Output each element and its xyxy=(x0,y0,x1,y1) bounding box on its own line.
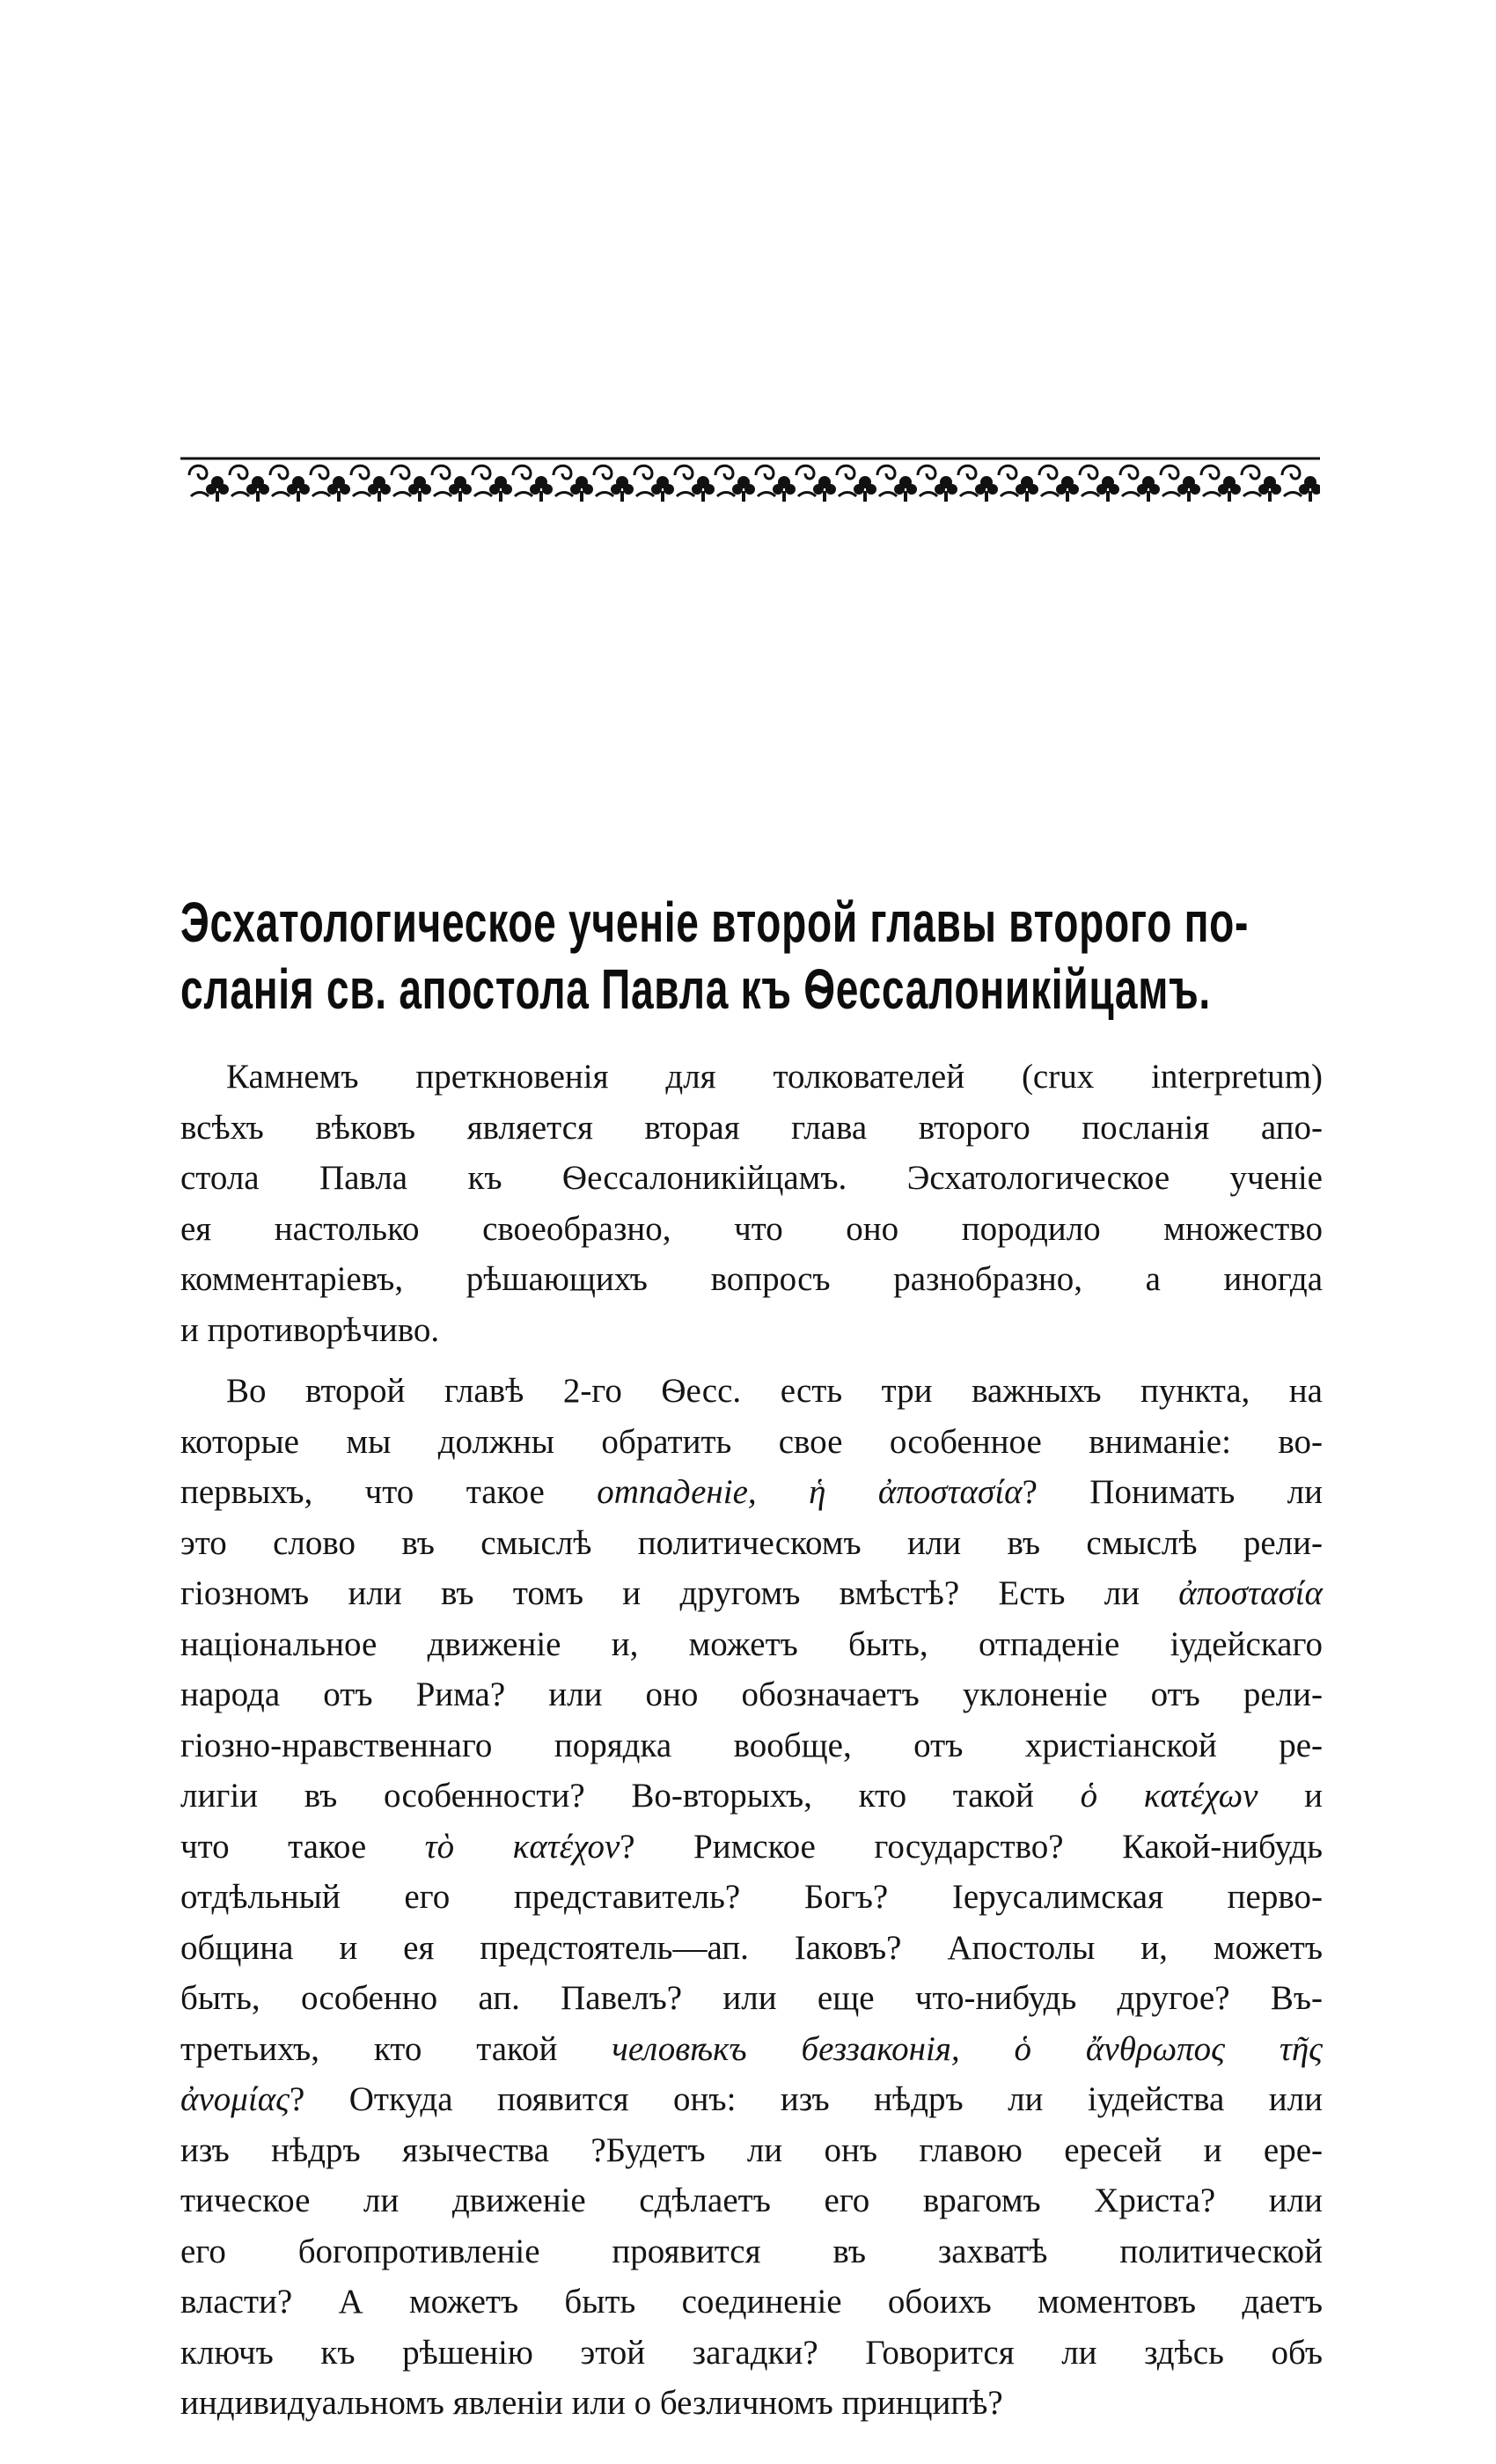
text-segment: комментаріевъ, рѣшающихъ вопросъ разнобразно, а иногда xyxy=(180,1260,1323,1298)
text-line xyxy=(180,1467,1323,1518)
text-line xyxy=(180,1366,1323,1417)
text-segment: и xyxy=(1258,1777,1323,1815)
ornament-motif xyxy=(837,466,876,502)
ornament-motif xyxy=(554,466,593,502)
text-segment: что такое xyxy=(180,1827,425,1866)
ornament-motif xyxy=(270,466,310,502)
text-segment: гіозномъ или въ томъ и другомъ вмѣстѣ? Есть ли xyxy=(180,1574,1179,1612)
text-segment: изъ нѣдръ язычества ?Будетъ ли онъ главою ересей и ере- xyxy=(180,2130,1323,2169)
text-segment: національное движеніе и, можетъ быть, отпаденіе іудейскаго xyxy=(180,1624,1323,1663)
ornament-motif xyxy=(999,466,1038,502)
ornament-motif xyxy=(1080,466,1119,502)
text-line xyxy=(180,2024,1323,2075)
ornament-motif xyxy=(1120,466,1160,502)
ornament-motif xyxy=(634,466,674,502)
text-line xyxy=(180,1518,1323,1569)
text-line xyxy=(180,1872,1323,1923)
text-segment: гіозно-нравственнаго порядка вообще, отъ христіанской ре- xyxy=(180,1726,1323,1764)
text-segment: лигіи въ особенности? Во-вторыхъ, кто такой xyxy=(180,1777,1081,1815)
text-line xyxy=(180,2378,1323,2429)
text-line xyxy=(180,1254,1323,1305)
text-segment: власти? А можетъ быть соединеніе обоихъ моментовъ даетъ xyxy=(180,2283,1323,2321)
text-segment: отдѣльный его представитель? Богъ? Іерусалимская перво- xyxy=(180,1878,1323,1916)
ornament-motif xyxy=(473,466,512,502)
ornament-motif xyxy=(1039,466,1079,502)
text-line xyxy=(180,2226,1323,2277)
text-segment: первыхъ, что такое xyxy=(180,1473,598,1511)
text-segment: ея настолько своеобразно, что оно породило множество xyxy=(180,1209,1323,1248)
ornament-motif xyxy=(230,466,269,502)
ornament-motif xyxy=(311,466,350,502)
ornament-motif xyxy=(877,466,917,502)
ornament-motif xyxy=(432,466,472,502)
text-line xyxy=(180,2328,1323,2379)
ornament-motif xyxy=(351,466,391,502)
ornament-motif xyxy=(189,466,229,502)
text-segment: индивидуальномъ явленіи или о безличномъ принципѣ? xyxy=(180,2384,1003,2422)
ornament-motif xyxy=(756,466,796,502)
text-segment: его богопротивленіе проявится въ захватѣ политической xyxy=(180,2232,1323,2270)
ornament-motif xyxy=(715,466,755,502)
ornament-motif xyxy=(958,466,998,502)
text-line xyxy=(180,1417,1323,1468)
ornament-motif xyxy=(1282,466,1320,502)
text-segment: быть, особенно ап. Павелъ? или еще что-нибудь другое? Въ- xyxy=(180,1979,1323,2017)
italic-phrase: ὁ κατέχων xyxy=(1080,1777,1258,1815)
ornament-motif xyxy=(513,466,553,502)
text-segment: это слово въ смыслѣ политическомъ или въ смыслѣ рели- xyxy=(180,1523,1323,1562)
text-segment: всѣхъ вѣковъ является вторая глава второго посланія апо- xyxy=(180,1108,1323,1147)
text-line xyxy=(180,1052,1323,1103)
text-line xyxy=(180,1771,1323,1822)
ornament-motif xyxy=(675,466,715,502)
text-segment: третьихъ, кто такой xyxy=(180,2029,612,2068)
text-segment: тическое ли движеніе сдѣлаетъ его врагомъ Христа? или xyxy=(180,2182,1323,2219)
text-segment: ? Римское государство? Какой-нибудь xyxy=(620,1827,1323,1866)
text-line xyxy=(180,1973,1323,2024)
text-line xyxy=(180,2125,1323,2176)
text-line xyxy=(180,2277,1323,2328)
text-line xyxy=(180,1669,1323,1720)
text-segment: Камнемъ преткновенія для толкователей (crux interpretum) xyxy=(226,1058,1323,1096)
italic-phrase: τὸ κατέχον xyxy=(424,1827,620,1866)
text-segment: община и ея предстоятель—ап. Іаковъ? Апостолы и, можетъ xyxy=(180,1928,1323,1967)
ornament-motif xyxy=(1201,466,1241,502)
text-line xyxy=(180,1822,1323,1873)
paragraph xyxy=(180,1366,1323,2429)
text-line xyxy=(180,2175,1323,2226)
text-line xyxy=(180,1204,1323,1255)
text-segment: ключъ къ рѣшенію этой загадки? Говорится ли здѣсь объ xyxy=(180,2333,1323,2372)
text-segment: стола Павла къ Ѳессалоникійцамъ. Эсхатологическое ученіе xyxy=(180,1159,1323,1197)
text-line xyxy=(180,1619,1323,1670)
text-line xyxy=(180,1103,1323,1154)
ornament-motif xyxy=(594,466,634,502)
text-line xyxy=(180,2074,1323,2125)
text-line xyxy=(180,1720,1323,1771)
ornament-motif xyxy=(918,466,957,502)
ornament-motif xyxy=(796,466,836,502)
text-line xyxy=(180,1153,1323,1204)
ornament-motif xyxy=(392,466,431,502)
text-segment: ? Откуда появится онъ: изъ нѣдръ ли іудейства или xyxy=(290,2080,1323,2118)
italic-phrase: отпаденіе, ἡ ἀποστασία xyxy=(597,1473,1023,1511)
paragraph xyxy=(180,1052,1323,1355)
text-segment: которые мы должны обратить свое особенное вниманіе: во- xyxy=(180,1422,1323,1461)
text-segment: ? Понимать ли xyxy=(1022,1473,1323,1511)
ornament-motif xyxy=(1242,466,1281,502)
text-line xyxy=(180,1568,1323,1619)
italic-phrase: человѣкъ беззаконія, ὁ ἄνθρωπος τῆς xyxy=(612,2029,1324,2068)
text-segment: народа отъ Рима? или оно обозначаетъ уклоненіе отъ рели- xyxy=(180,1676,1323,1713)
chapter-title xyxy=(180,889,1250,1023)
italic-phrase: ἀποστασία xyxy=(1178,1574,1323,1612)
title-line-2: сланія св. апостола Павла къ Ѳессалоникійцамъ. xyxy=(180,957,1211,1021)
italic-phrase: ἀνομίας xyxy=(180,2080,290,2118)
title-line-1: Эсхатологическое ученіе второй главы второго по- xyxy=(180,891,1250,954)
text-segment: и противорѣчиво. xyxy=(180,1310,440,1349)
body-text xyxy=(180,1052,1323,2429)
ornamental-headpiece xyxy=(180,456,1320,509)
text-line xyxy=(180,1305,1323,1356)
text-segment: Во второй главѣ 2-го Ѳесс. есть три важныхъ пункта, на xyxy=(226,1372,1323,1410)
ornament-motif xyxy=(1161,466,1200,502)
text-line xyxy=(180,1923,1323,1974)
